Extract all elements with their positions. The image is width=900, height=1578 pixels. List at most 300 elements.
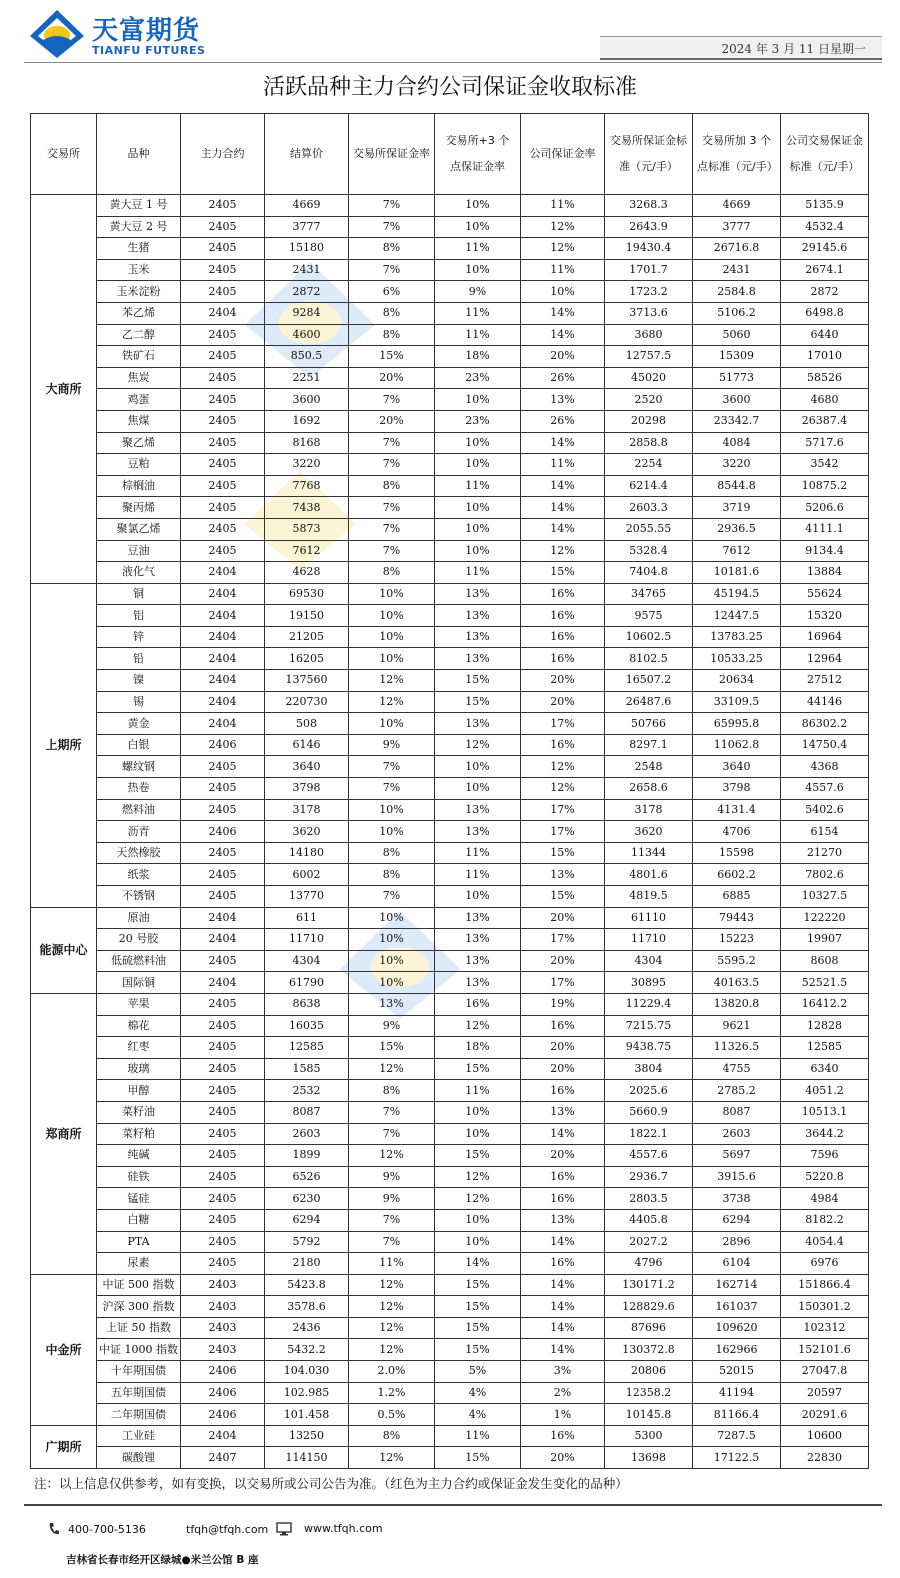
page-title: 活跃品种主力合约公司保证金收取标准 xyxy=(262,75,637,100)
table-cell: 12% xyxy=(435,734,521,756)
exchange-cell: 上期所 xyxy=(31,583,97,907)
table-row xyxy=(31,993,869,1015)
table-cell: 2405 xyxy=(181,475,265,497)
table-cell: 8102.5 xyxy=(605,648,693,670)
table-row xyxy=(31,410,869,432)
table-cell: 6104 xyxy=(693,1253,781,1275)
table-cell: 菜籽粕 xyxy=(97,1123,181,1145)
table-cell: 8182.2 xyxy=(781,1209,869,1231)
table-cell: 10600 xyxy=(781,1425,869,1447)
table-row xyxy=(31,670,869,692)
table-cell: 2405 xyxy=(181,1209,265,1231)
table-cell: 2404 xyxy=(181,691,265,713)
logo-english-name: TIANFU FUTURES xyxy=(92,44,206,57)
table-row xyxy=(31,1404,869,1426)
table-cell: 9134.4 xyxy=(781,540,869,562)
table-cell: 2404 xyxy=(181,907,265,929)
table-cell: 10% xyxy=(349,972,435,994)
table-cell: 12% xyxy=(435,1166,521,1188)
table-cell: 14% xyxy=(521,1231,605,1253)
table-cell: 10% xyxy=(349,626,435,648)
table-cell: 7% xyxy=(349,1231,435,1253)
table-cell: 3600 xyxy=(693,389,781,411)
table-cell: 11% xyxy=(349,1253,435,1275)
table-cell: 铅 xyxy=(97,648,181,670)
table-cell: 17010 xyxy=(781,346,869,368)
table-cell: 5% xyxy=(435,1361,521,1383)
table-cell: 10145.8 xyxy=(605,1404,693,1426)
table-cell: 16% xyxy=(435,993,521,1015)
table-cell: 13884 xyxy=(781,562,869,584)
table-cell: 镍 xyxy=(97,670,181,692)
table-cell: 5402.6 xyxy=(781,799,869,821)
table-row xyxy=(31,195,869,217)
table-cell: 2404 xyxy=(181,648,265,670)
table-cell: 611 xyxy=(265,907,349,929)
table-cell: 19150 xyxy=(265,605,349,627)
table-cell: 白糖 xyxy=(97,1209,181,1231)
table-cell: 2785.2 xyxy=(693,1080,781,1102)
table-cell: 9% xyxy=(349,1166,435,1188)
table-cell: 豆粕 xyxy=(97,454,181,476)
footer-divider xyxy=(24,1504,882,1506)
table-cell: 4557.6 xyxy=(605,1145,693,1167)
table-cell: 11% xyxy=(521,454,605,476)
table-cell: 2254 xyxy=(605,454,693,476)
table-row xyxy=(31,1253,869,1275)
table-cell: 11% xyxy=(435,842,521,864)
table-cell: 7% xyxy=(349,518,435,540)
table-row xyxy=(31,821,869,843)
table-cell: 11229.4 xyxy=(605,993,693,1015)
table-cell: 6002 xyxy=(265,864,349,886)
table-cell: 12% xyxy=(349,691,435,713)
table-cell: 2405 xyxy=(181,1145,265,1167)
table-cell: 12828 xyxy=(781,1015,869,1037)
table-cell: 2404 xyxy=(181,626,265,648)
table-cell: 23% xyxy=(435,410,521,432)
table-row xyxy=(31,1231,869,1253)
table-cell: 液化气 xyxy=(97,562,181,584)
table-cell: 玉米淀粉 xyxy=(97,281,181,303)
table-cell: 7% xyxy=(349,778,435,800)
table-cell: 16% xyxy=(521,1080,605,1102)
table-cell: 13% xyxy=(435,799,521,821)
table-row xyxy=(31,734,869,756)
table-cell: 4669 xyxy=(693,195,781,217)
table-cell: 4680 xyxy=(781,389,869,411)
table-cell: 黄大豆 1 号 xyxy=(97,195,181,217)
table-cell: 20% xyxy=(521,670,605,692)
table-cell: 11% xyxy=(435,562,521,584)
table-cell: 10% xyxy=(435,195,521,217)
table-row xyxy=(31,346,869,368)
table-cell: 2803.5 xyxy=(605,1188,693,1210)
table-cell: 上证 50 指数 xyxy=(97,1317,181,1339)
table-cell: 焦煤 xyxy=(97,410,181,432)
table-row xyxy=(31,756,869,778)
table-row xyxy=(31,691,869,713)
table-cell: 16412.2 xyxy=(781,993,869,1015)
table-cell: 151866.4 xyxy=(781,1274,869,1296)
table-cell: 7% xyxy=(349,1101,435,1123)
table-cell: 14180 xyxy=(265,842,349,864)
table-cell: 3804 xyxy=(605,1058,693,1080)
table-cell: 2405 xyxy=(181,1015,265,1037)
table-cell: 10% xyxy=(435,389,521,411)
table-cell: 菜籽油 xyxy=(97,1101,181,1123)
table-cell: 8% xyxy=(349,1080,435,1102)
table-cell: 17% xyxy=(521,713,605,735)
page-header xyxy=(0,0,900,66)
table-cell: 11062.8 xyxy=(693,734,781,756)
table-cell: 3777 xyxy=(265,216,349,238)
table-cell: 10% xyxy=(349,907,435,929)
company-address: 吉林省长春市经开区绿城●米兰公馆 B 座 xyxy=(66,1554,259,1566)
table-cell: 1.2% xyxy=(349,1382,435,1404)
table-cell: 3178 xyxy=(265,799,349,821)
table-cell: 5220.8 xyxy=(781,1166,869,1188)
table-cell: 104.030 xyxy=(265,1361,349,1383)
table-cell: 12585 xyxy=(265,1037,349,1059)
table-cell: 11% xyxy=(435,475,521,497)
phone-number: 400-700-5136 xyxy=(68,1522,146,1536)
table-cell: 122220 xyxy=(781,907,869,929)
table-cell: 30895 xyxy=(605,972,693,994)
table-cell: 220730 xyxy=(265,691,349,713)
table-cell: 2404 xyxy=(181,670,265,692)
page-footer xyxy=(0,1512,900,1578)
table-cell: 12% xyxy=(521,238,605,260)
table-cell: 16% xyxy=(521,626,605,648)
table-cell: 11% xyxy=(521,259,605,281)
table-row xyxy=(31,1101,869,1123)
table-cell: 7% xyxy=(349,540,435,562)
table-cell: 9284 xyxy=(265,302,349,324)
table-cell: 3620 xyxy=(265,821,349,843)
table-cell: 2403 xyxy=(181,1339,265,1361)
table-cell: 2405 xyxy=(181,1101,265,1123)
table-cell: 2405 xyxy=(181,1166,265,1188)
table-cell: 101.458 xyxy=(265,1404,349,1426)
table-cell: 13% xyxy=(521,864,605,886)
table-cell: 聚氯乙烯 xyxy=(97,518,181,540)
table-cell: 6154 xyxy=(781,821,869,843)
table-cell: 7% xyxy=(349,259,435,281)
table-cell: 7% xyxy=(349,216,435,238)
table-row xyxy=(31,540,869,562)
table-cell: 13% xyxy=(435,648,521,670)
table-row xyxy=(31,605,869,627)
table-cell: 10% xyxy=(349,648,435,670)
table-cell: 12% xyxy=(521,216,605,238)
table-cell: 焦炭 xyxy=(97,367,181,389)
table-cell: 55624 xyxy=(781,583,869,605)
table-cell: 11% xyxy=(435,1080,521,1102)
table-cell: 11% xyxy=(435,302,521,324)
table-cell: 12% xyxy=(349,1274,435,1296)
col-header: 公司保证金率 xyxy=(521,114,605,195)
table-cell: 螺纹钢 xyxy=(97,756,181,778)
table-cell: 7612 xyxy=(265,540,349,562)
table-cell: 12% xyxy=(349,670,435,692)
table-cell: 15% xyxy=(349,1037,435,1059)
table-cell: 8% xyxy=(349,324,435,346)
table-row xyxy=(31,1274,869,1296)
report-date: 2024 年 3 月 11 日星期一 xyxy=(600,36,882,60)
table-cell: 14% xyxy=(435,1253,521,1275)
table-cell: 2936.5 xyxy=(693,518,781,540)
table-row xyxy=(31,648,869,670)
table-cell: 20% xyxy=(521,691,605,713)
table-cell: 3640 xyxy=(693,756,781,778)
table-cell: 15309 xyxy=(693,346,781,368)
table-cell: 14% xyxy=(521,1317,605,1339)
table-cell: 黄大豆 2 号 xyxy=(97,216,181,238)
table-cell: 2406 xyxy=(181,1361,265,1383)
table-cell: 12964 xyxy=(781,648,869,670)
table-cell: 15% xyxy=(435,1274,521,1296)
table-cell: 玉米 xyxy=(97,259,181,281)
table-cell: 20% xyxy=(349,410,435,432)
table-row xyxy=(31,799,869,821)
table-cell: 2404 xyxy=(181,562,265,584)
table-cell: 20% xyxy=(521,346,605,368)
table-cell: 130372.8 xyxy=(605,1339,693,1361)
table-cell: 13% xyxy=(435,583,521,605)
table-cell: 10% xyxy=(435,1101,521,1123)
table-cell: 8% xyxy=(349,864,435,886)
table-cell: 12447.5 xyxy=(693,605,781,627)
table-cell: 2406 xyxy=(181,821,265,843)
table-cell: 2405 xyxy=(181,432,265,454)
table-cell: 10% xyxy=(435,259,521,281)
table-cell: 4368 xyxy=(781,756,869,778)
footer-phone xyxy=(48,1522,146,1536)
table-cell: 15% xyxy=(435,670,521,692)
table-cell: 2405 xyxy=(181,195,265,217)
table-cell: 13% xyxy=(521,1101,605,1123)
table-cell: 硅铁 xyxy=(97,1166,181,1188)
table-cell: 工业硅 xyxy=(97,1425,181,1447)
table-row xyxy=(31,1058,869,1080)
table-cell: 3578.6 xyxy=(265,1296,349,1318)
table-cell: 19% xyxy=(521,993,605,1015)
table-cell: 7768 xyxy=(265,475,349,497)
table-cell: 13% xyxy=(435,605,521,627)
table-cell: 13% xyxy=(435,929,521,951)
table-cell: 6885 xyxy=(693,886,781,908)
table-cell: 2405 xyxy=(181,756,265,778)
table-cell: 7612 xyxy=(693,540,781,562)
table-cell: 4628 xyxy=(265,562,349,584)
table-row xyxy=(31,929,869,951)
table-cell: 2603 xyxy=(693,1123,781,1145)
table-cell: 9% xyxy=(435,281,521,303)
table-cell: 4796 xyxy=(605,1253,693,1275)
table-cell: 3713.6 xyxy=(605,302,693,324)
table-row xyxy=(31,1425,869,1447)
table-cell: 2872 xyxy=(781,281,869,303)
table-cell: 10% xyxy=(435,216,521,238)
table-cell: 16% xyxy=(521,734,605,756)
table-cell: 原油 xyxy=(97,907,181,929)
table-cell: 13% xyxy=(521,1209,605,1231)
table-cell: 5660.9 xyxy=(605,1101,693,1123)
table-cell: 14% xyxy=(521,497,605,519)
table-cell: 尿素 xyxy=(97,1253,181,1275)
table-cell: 10% xyxy=(435,886,521,908)
table-cell: 5792 xyxy=(265,1231,349,1253)
table-cell: 锌 xyxy=(97,626,181,648)
table-cell: 4669 xyxy=(265,195,349,217)
table-cell: 3620 xyxy=(605,821,693,843)
table-cell: 4755 xyxy=(693,1058,781,1080)
table-cell: 纯碱 xyxy=(97,1145,181,1167)
table-cell: 锡 xyxy=(97,691,181,713)
table-cell: 5432.2 xyxy=(265,1339,349,1361)
table-row xyxy=(31,1166,869,1188)
table-cell: 7% xyxy=(349,432,435,454)
table-cell: 162714 xyxy=(693,1274,781,1296)
table-cell: 5595.2 xyxy=(693,950,781,972)
table-cell: 2403 xyxy=(181,1296,265,1318)
table-cell: 16964 xyxy=(781,626,869,648)
table-cell: 9% xyxy=(349,1015,435,1037)
table-row xyxy=(31,907,869,929)
table-cell: 8168 xyxy=(265,432,349,454)
monitor-icon xyxy=(276,1522,292,1536)
table-cell: 铝 xyxy=(97,605,181,627)
table-cell: 65995.8 xyxy=(693,713,781,735)
table-cell: 102.985 xyxy=(265,1382,349,1404)
table-cell: 鸡蛋 xyxy=(97,389,181,411)
table-cell: 2603 xyxy=(265,1123,349,1145)
table-cell: 2405 xyxy=(181,1123,265,1145)
table-cell: 11% xyxy=(435,324,521,346)
exchange-cell: 大商所 xyxy=(31,195,97,584)
table-cell: 2405 xyxy=(181,864,265,886)
table-cell: 7596 xyxy=(781,1145,869,1167)
table-cell: 2405 xyxy=(181,540,265,562)
table-cell: 4084 xyxy=(693,432,781,454)
table-cell: 20291.6 xyxy=(781,1404,869,1426)
table-cell: 10513.1 xyxy=(781,1101,869,1123)
table-cell: 锰硅 xyxy=(97,1188,181,1210)
margin-standard-table xyxy=(30,113,869,1469)
table-cell: 14% xyxy=(521,1339,605,1361)
table-cell: 14750.4 xyxy=(781,734,869,756)
table-cell: 114150 xyxy=(265,1447,349,1469)
table-cell: 7802.6 xyxy=(781,864,869,886)
table-cell: 五年期国债 xyxy=(97,1382,181,1404)
table-cell: 7% xyxy=(349,195,435,217)
exchange-cell: 能源中心 xyxy=(31,907,97,993)
table-cell: 中证 500 指数 xyxy=(97,1274,181,1296)
table-cell: 2896 xyxy=(693,1231,781,1253)
table-cell: 5717.6 xyxy=(781,432,869,454)
table-cell: 3915.6 xyxy=(693,1166,781,1188)
table-cell: 8% xyxy=(349,562,435,584)
table-cell: 11710 xyxy=(265,929,349,951)
table-cell: 2872 xyxy=(265,281,349,303)
footer-website xyxy=(304,1522,383,1535)
table-cell: 苹果 xyxy=(97,993,181,1015)
table-cell: 2.0% xyxy=(349,1361,435,1383)
table-cell: 15% xyxy=(435,1339,521,1361)
table-cell: 2405 xyxy=(181,1231,265,1253)
table-cell: 9438.75 xyxy=(605,1037,693,1059)
table-cell: 热卷 xyxy=(97,778,181,800)
table-row xyxy=(31,497,869,519)
table-cell: 26716.8 xyxy=(693,238,781,260)
table-cell: 130171.2 xyxy=(605,1274,693,1296)
table-cell: 12% xyxy=(521,778,605,800)
table-row xyxy=(31,1188,869,1210)
table-cell: 9% xyxy=(349,1188,435,1210)
table-cell: 2405 xyxy=(181,842,265,864)
table-cell: 8087 xyxy=(693,1101,781,1123)
table-cell: 6976 xyxy=(781,1253,869,1275)
table-row xyxy=(31,324,869,346)
table-cell: 2584.8 xyxy=(693,281,781,303)
table-cell: 生猪 xyxy=(97,238,181,260)
table-row xyxy=(31,454,869,476)
table-cell: 10% xyxy=(435,1123,521,1145)
table-cell: 13% xyxy=(349,993,435,1015)
table-cell: 2404 xyxy=(181,583,265,605)
table-cell: 2603.3 xyxy=(605,497,693,519)
table-cell: 2405 xyxy=(181,1080,265,1102)
table-cell: 7% xyxy=(349,497,435,519)
table-cell: 10533.25 xyxy=(693,648,781,670)
table-cell: 苯乙烯 xyxy=(97,302,181,324)
table-cell: 13820.8 xyxy=(693,993,781,1015)
table-cell: 11% xyxy=(435,238,521,260)
table-row xyxy=(31,1339,869,1361)
table-cell: 52015 xyxy=(693,1361,781,1383)
table-row xyxy=(31,475,869,497)
table-body xyxy=(31,195,869,1469)
table-cell: 2405 xyxy=(181,1188,265,1210)
table-cell: 13% xyxy=(435,626,521,648)
table-cell: 4304 xyxy=(605,950,693,972)
table-cell: 2404 xyxy=(181,972,265,994)
table-row xyxy=(31,713,869,735)
table-cell: 15% xyxy=(435,691,521,713)
table-cell: 10% xyxy=(435,756,521,778)
table-cell: 2403 xyxy=(181,1274,265,1296)
table-cell: 4051.2 xyxy=(781,1080,869,1102)
table-cell: 6% xyxy=(349,281,435,303)
table-cell: 4131.4 xyxy=(693,799,781,821)
logo-chinese-name: 天富期货 xyxy=(92,16,201,46)
disclaimer-note: 注：以上信息仅供参考，如有变换，以交易所或公司公告为准。（红色为主力合约或保证金发生变化的品种） xyxy=(34,1476,628,1491)
table-cell: 12757.5 xyxy=(605,346,693,368)
table-cell: 10% xyxy=(435,778,521,800)
table-cell: 16035 xyxy=(265,1015,349,1037)
table-row xyxy=(31,1296,869,1318)
table-cell: 11710 xyxy=(605,929,693,951)
table-cell: 10% xyxy=(349,799,435,821)
table-cell: 4% xyxy=(435,1382,521,1404)
table-cell: 4054.4 xyxy=(781,1231,869,1253)
table-row xyxy=(31,1382,869,1404)
table-cell: 4111.1 xyxy=(781,518,869,540)
table-cell: 20% xyxy=(521,1447,605,1469)
table-cell: 10875.2 xyxy=(781,475,869,497)
header-divider xyxy=(24,62,882,63)
